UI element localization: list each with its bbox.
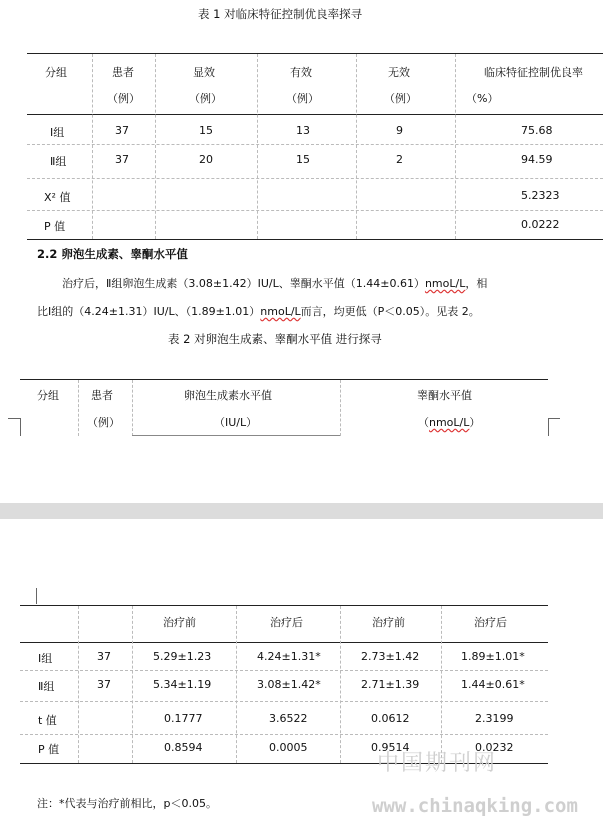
table1-bottom-rule xyxy=(27,239,603,240)
table1-cell: 75.68 xyxy=(521,124,553,137)
table1-cell: X² 值 xyxy=(44,191,71,204)
unit-text: nmoL/L xyxy=(260,305,301,318)
table2-header-testosterone: 睾酮水平值 xyxy=(417,389,472,402)
table1-cell: 5.2323 xyxy=(521,189,560,202)
table2-col-line xyxy=(132,606,133,763)
table2-col-line xyxy=(340,380,341,436)
table2-cell: 5.29±1.23 xyxy=(153,650,212,663)
table2-subheader: 治疗前 xyxy=(372,616,405,629)
table2-cell: 4.24±1.31* xyxy=(257,650,321,663)
table2-header-fsh-unit: （IU/L） xyxy=(214,416,258,429)
table2-col-line xyxy=(78,606,79,763)
table1-header-effective: 有效 xyxy=(290,66,312,79)
table1-header-effective-unit: （例） xyxy=(286,92,319,105)
table2-cell: 37 xyxy=(97,650,111,663)
table1-row-line xyxy=(27,210,603,211)
table1-cell: 20 xyxy=(199,153,213,166)
table1-header-patients: 患者 xyxy=(112,66,134,79)
table1-row-line xyxy=(27,178,603,179)
table2-cell: 2.3199 xyxy=(475,712,514,725)
crop-mark xyxy=(36,588,37,604)
unit-paren-open: （ xyxy=(418,416,429,429)
crop-mark xyxy=(548,418,549,436)
table2-cell: 1.89±1.01* xyxy=(461,650,525,663)
table2-header-patients-unit: （例） xyxy=(87,416,120,429)
table2-cell: 0.8594 xyxy=(164,741,203,754)
table2-cell: Ⅱ组 xyxy=(38,680,55,693)
table1-header-ineffective-unit: （例） xyxy=(384,92,417,105)
table1-cell: 2 xyxy=(396,153,403,166)
table2-row-line xyxy=(20,701,548,702)
table1-cell: 9 xyxy=(396,124,403,137)
table1-row-line xyxy=(27,144,603,145)
crop-mark xyxy=(20,418,21,436)
table2-cell: 2.71±1.39 xyxy=(361,678,420,691)
table1-header-group: 分组 xyxy=(45,66,67,79)
table2-row-line xyxy=(20,670,548,671)
table2-cell: P 值 xyxy=(38,743,60,756)
paragraph-text: ，相 xyxy=(465,277,488,290)
table1-cell: 94.59 xyxy=(521,153,553,166)
table2-col-line xyxy=(132,380,133,436)
unit-text: nmoL/L xyxy=(424,277,466,290)
table2-row-line xyxy=(20,734,548,735)
table2-top-rule xyxy=(20,379,548,380)
table2-cell: 2.73±1.42 xyxy=(361,650,420,663)
table2-col-line xyxy=(236,606,237,763)
table1-cell: P 值 xyxy=(44,220,66,233)
table1-header-ineffective: 无效 xyxy=(388,66,410,79)
table1-header-marked-unit: （例） xyxy=(189,92,222,105)
table2-header-fsh: 卵泡生成素水平值 xyxy=(184,389,272,402)
table2-cell: Ⅰ组 xyxy=(38,652,53,665)
table1-header-rule xyxy=(27,114,603,115)
table2-sub-top-rule xyxy=(20,605,548,606)
table2-col-line xyxy=(441,606,442,763)
table1-cell: Ⅱ组 xyxy=(50,155,67,168)
crop-mark xyxy=(8,418,20,419)
table1-cell: Ⅰ组 xyxy=(50,126,65,139)
table2-subheader: 治疗后 xyxy=(474,616,507,629)
table1-cell: 37 xyxy=(115,153,129,166)
table1-cell: 0.0222 xyxy=(521,218,560,231)
table1-cell: 15 xyxy=(296,153,310,166)
table1-col-line xyxy=(92,54,93,239)
table2-header-patients: 患者 xyxy=(91,389,113,402)
table2-header-testosterone-unit xyxy=(418,414,480,430)
table2-cell: t 值 xyxy=(38,714,57,727)
table2-subrule xyxy=(132,435,340,436)
paragraph-line-1 xyxy=(62,275,487,291)
paragraph-text: 治疗后，Ⅱ组卵泡生成素（3.08±1.42）IU/L、睾酮水平值（1.44±0.61） xyxy=(62,277,425,290)
table1-top-rule xyxy=(27,53,603,54)
paragraph-line-2 xyxy=(37,303,480,319)
crop-mark xyxy=(548,418,560,419)
table2-cell: 0.1777 xyxy=(164,712,203,725)
table2-cell: 3.6522 xyxy=(269,712,308,725)
table1-cell: 13 xyxy=(296,124,310,137)
paragraph-text: 而言，均更低（P＜0.05）。见表 2。 xyxy=(300,305,480,318)
table1-col-line xyxy=(356,54,357,239)
unit-text: nmoL/L xyxy=(429,416,470,429)
section-heading: 2.2 卵泡生成素、睾酮水平值 xyxy=(37,247,188,261)
table2-cell: 5.34±1.19 xyxy=(153,678,212,691)
table-note: 注：*代表与治疗前相比，p＜0.05。 xyxy=(37,797,217,810)
table1-col-line xyxy=(455,54,456,239)
table1-header-rate: 临床特征控制优良率 xyxy=(484,66,583,79)
table1-header-patients-unit: （例） xyxy=(107,92,140,105)
table2-cell: 0.0612 xyxy=(371,712,410,725)
table1-col-line xyxy=(257,54,258,239)
table1-title: 表 1 对临床特征控制优良率探寻 xyxy=(198,7,363,21)
table2-subheader: 治疗后 xyxy=(270,616,303,629)
table2-cell: 0.9514 xyxy=(371,741,410,754)
table2-col-line xyxy=(78,380,79,436)
table2-col-line xyxy=(340,606,341,763)
table1-cell: 15 xyxy=(199,124,213,137)
table2-header-group: 分组 xyxy=(37,389,59,402)
unit-paren-close: ） xyxy=(469,416,481,429)
paragraph-text: 比Ⅰ组的（4.24±1.31）IU/L、（1.89±1.01） xyxy=(37,305,261,318)
watermark-cn: 中国期刊网 xyxy=(377,751,498,776)
table2-cell: 37 xyxy=(97,678,111,691)
table1-cell: 37 xyxy=(115,124,129,137)
table1-header-marked: 显效 xyxy=(193,66,215,79)
page-break xyxy=(0,503,603,519)
table2-cell: 1.44±0.61* xyxy=(461,678,525,691)
table2-subheader: 治疗前 xyxy=(163,616,196,629)
table2-title: 表 2 对卵泡生成素、睾酮水平值 进行探寻 xyxy=(168,332,382,346)
table1-col-line xyxy=(155,54,156,239)
table2-cell: 0.0232 xyxy=(475,741,514,754)
table2-cell: 3.08±1.42* xyxy=(257,678,321,691)
watermark-url: www.chinaqking.com xyxy=(372,795,578,817)
table1-header-rate-unit: （%） xyxy=(466,92,499,105)
table2-sub-header-rule xyxy=(20,642,548,643)
table2-cell: 0.0005 xyxy=(269,741,308,754)
